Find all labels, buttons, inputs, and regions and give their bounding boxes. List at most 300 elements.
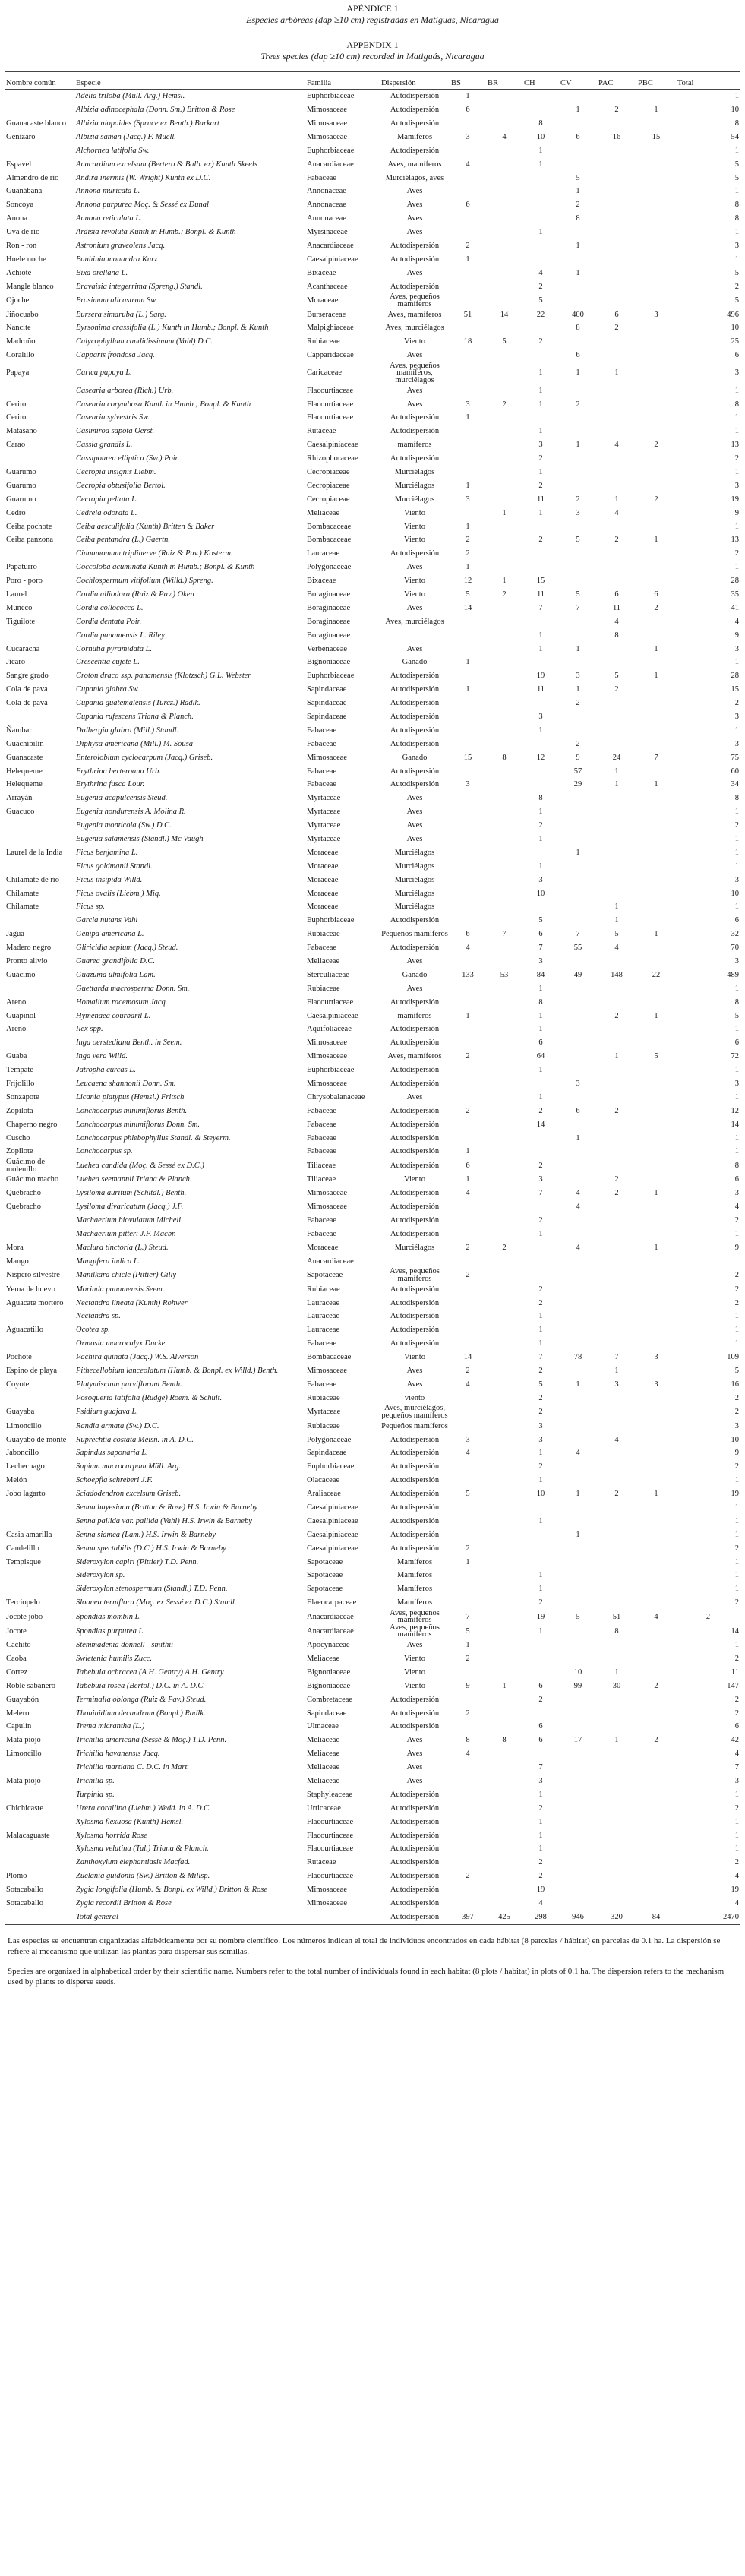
common-name-cell: Melón [6,1476,27,1485]
br-cell [486,90,522,103]
column-header-species: Especie [74,72,305,90]
family-cell: Fabaceae [307,766,337,776]
family-cell: Fabaceae [307,1133,337,1143]
pac-cell [597,267,636,280]
pbc-cell: 3 [654,310,658,319]
total-cell: 5 [734,268,739,277]
pac-cell [597,1145,636,1158]
bs-cell: 5 [466,1490,470,1499]
br-cell [486,615,522,629]
species-cell: Xylosma flexuosa (Kunth) Hemsl. [76,1817,184,1826]
species-cell: Diphysa americana (Mill.) M. Sousa [76,739,193,748]
family-cell: Fabaceae [307,1147,337,1156]
family-cell: Rubiaceae [307,1421,340,1430]
cv-cell [559,792,597,805]
table-row [5,1255,740,1269]
ch-cell: 1 [538,861,543,871]
species-cell: Cecropia obtusifolia Bertol. [76,481,166,490]
br-cell [486,280,522,293]
pbc-cell [636,479,676,493]
pbc-cell [636,683,676,697]
common-name-cell: Cortez [6,1667,27,1677]
pac-cell [597,90,636,103]
table-row [5,267,740,280]
table-row [5,506,740,520]
table-row [5,1639,740,1652]
cv-cell: 1 [576,1490,580,1499]
family-cell: Lauraceae [307,1298,340,1307]
bs-cell [450,1228,486,1241]
common-name-cell [5,1228,74,1241]
pac-cell [597,1515,636,1528]
cv-cell [559,479,597,493]
total-cell: 60 [731,766,739,776]
dispersion-cell: Murciélagos [394,875,435,884]
species-cell: Annona muricata L. [76,187,140,196]
cv-cell: 1 [576,1133,580,1143]
common-name-cell: Coralillo [6,351,35,360]
ch-cell [522,198,559,212]
br-cell [486,561,522,574]
cv-cell [559,1856,597,1870]
pac-cell: 1 [614,766,619,776]
br-cell [486,466,522,479]
ch-cell: 2 [538,481,543,490]
br-cell [486,1897,522,1911]
pac-cell [597,1036,636,1050]
ch-cell: 19 [536,1885,545,1895]
ch-cell [522,738,559,751]
bs-cell [450,1515,486,1528]
pbc-cell [636,1337,676,1351]
common-name-cell: Papaturro [6,563,37,572]
br-cell [486,1009,522,1022]
br-cell: 1 [502,1681,507,1690]
table-row [5,1842,740,1856]
table-row [5,1652,740,1666]
table-row [5,1145,740,1158]
pbc-cell: 22 [652,970,661,979]
pbc-cell [636,738,676,751]
br-cell [486,1856,522,1870]
ch-cell: 10 [536,132,545,141]
total-cell: 4 [734,1749,739,1759]
species-cell: Spondias mombin L. [76,1612,142,1621]
ch-cell: 2 [538,1408,543,1417]
total-cell: 3 [734,481,739,490]
family-cell: Annonaceae [307,187,346,196]
cv-cell [559,425,597,438]
ch-cell: 298 [522,1911,559,1924]
table-row [5,1036,740,1050]
ch-cell: 10 [536,1490,545,1499]
dispersion-cell: Autodispersión [390,1189,440,1198]
common-name-cell: Tiguilote [6,617,36,626]
br-cell [486,438,522,452]
table-body [5,90,740,1925]
ch-cell: 1 [538,228,543,237]
total-cell: 1 [734,1025,739,1034]
pbc-cell [636,1036,676,1050]
br-cell [486,1077,522,1091]
common-name-cell: Guaba [6,1052,27,1061]
br-cell [486,212,522,226]
pac-cell [597,1022,636,1036]
pac-cell [597,1828,636,1842]
pac-cell [597,349,636,362]
bs-cell: 1 [466,1175,470,1184]
pac-cell [597,887,636,900]
pbc-cell [636,561,676,574]
dispersion-cell: Autodispersión [390,1229,440,1238]
br-cell [486,1569,522,1582]
ch-cell: 10 [536,889,545,898]
bs-cell: 2 [466,536,470,545]
family-cell: Sapotaceae [307,1585,343,1594]
pbc-cell [636,615,676,629]
common-name-cell: Jobo lagarto [6,1490,46,1499]
br-cell: 4 [502,132,507,141]
species-table [5,71,740,1925]
bs-cell [450,1064,486,1077]
cv-cell: 8 [576,214,580,223]
column-header-cv: CV [559,72,597,90]
bs-cell [450,1022,486,1036]
table-row [5,1419,740,1433]
table-row [5,547,740,561]
pbc-cell [636,1802,676,1816]
pbc-cell [636,724,676,738]
table-row [5,308,740,321]
bs-cell: 2 [466,241,470,250]
ch-cell [522,697,559,710]
common-name-cell: Helequeme [6,766,43,776]
ch-cell [522,846,559,860]
common-name-cell: Laurel [6,589,27,599]
total-cell: 2 [734,1654,739,1663]
species-cell: Garcia nutans Vahl [76,916,138,925]
pac-cell: 1 [614,916,619,925]
species-cell: Inga vera Willd. [76,1052,128,1061]
common-name-cell: Soncoya [6,201,34,210]
cv-cell: 4 [576,1449,580,1458]
ch-cell: 8 [538,794,543,803]
dispersion-cell: Pequeños mamíferos [381,1421,448,1430]
pac-cell [597,1802,636,1816]
cv-cell [559,1541,597,1555]
dispersion-cell: Aves [406,563,423,572]
bs-cell [450,144,486,158]
bs-cell [450,321,486,335]
br-cell [486,1528,522,1542]
family-cell: Caesalpiniaceae [307,1544,358,1553]
pbc-cell [636,1200,676,1214]
pbc-cell: 6 [654,589,658,599]
species-cell: Ormosia macrocalyx Ducke [76,1339,166,1348]
dispersion-cell: Autodispersión [390,427,440,436]
species-cell: Homalium racemosum Jacq. [76,997,168,1007]
ch-cell: 2 [538,282,543,291]
bs-cell [450,1528,486,1542]
table-row [5,1802,740,1816]
br-cell [486,1268,522,1282]
pbc-cell [636,466,676,479]
pac-cell [597,1788,636,1802]
bs-cell [450,1828,486,1842]
pac-cell: 2 [614,1189,619,1198]
pbc-cell [636,1870,676,1883]
ch-cell: 1 [538,400,543,409]
total-cell: 19 [731,1490,739,1499]
total-cell: 8 [734,997,739,1007]
pbc-cell [636,1883,676,1897]
family-cell: Fabaceae [307,1120,337,1129]
pbc-cell: 1 [654,1011,658,1020]
total-cell: 3 [734,368,739,378]
species-cell: Morinda panamensis Seem. [76,1285,165,1294]
br-cell: 2 [502,1243,507,1252]
bs-cell [450,1460,486,1474]
bs-cell [450,914,486,928]
total-cell: 1 [734,902,739,912]
species-cell: Enterolobium cyclocarpum (Jacq.) Griseb. [76,753,213,762]
bs-cell: 51 [463,310,472,319]
pbc-cell [636,411,676,425]
ch-cell: 1 [538,725,543,735]
table-row [5,171,740,185]
table-row [5,212,740,226]
ch-cell: 6 [538,1736,543,1745]
cv-cell [559,1145,597,1158]
species-cell: Terminalia oblonga (Ruiz & Pav.) Steud. [76,1695,207,1704]
species-cell: Cordia alliodora (Ruiz & Pav.) Oken [76,589,194,599]
dispersion-cell: Viento [404,1353,425,1362]
common-name-cell: Muñeco [6,603,33,612]
dispersion-cell: Autodispersión [390,1312,440,1321]
ch-cell [522,615,559,629]
br-cell: 8 [502,1736,507,1745]
total-cell: 1 [734,1516,739,1525]
common-name-cell: Nancite [6,324,31,333]
species-cell: Dalbergia glabra (Mill.) Standl. [76,725,179,735]
bs-cell [450,1897,486,1911]
family-cell: Fabaceae [307,780,337,789]
br-cell [486,349,522,362]
bs-cell [450,1255,486,1269]
table-row [5,1582,740,1596]
cv-cell: 2 [576,739,580,748]
cv-cell: 1 [576,187,580,196]
total-cell: 6 [734,1038,739,1048]
species-cell: Lonchocarpus phlebophyllus Standl. & Steyerm. [76,1133,231,1143]
dispersion-cell: Autodispersión [390,1462,440,1471]
br-cell [486,103,522,117]
pbc-cell [636,1228,676,1241]
family-cell: Myrtaceae [307,835,341,843]
appendix-titles [5,0,740,62]
total-cell: 4 [734,617,739,626]
bs-cell [450,362,486,384]
cv-cell: 78 [573,1353,582,1362]
dispersion-cell: Mamíferos [396,1571,433,1580]
total-cell: 1 [734,1133,739,1143]
pbc-cell [636,384,676,397]
pbc-cell [636,1296,676,1310]
bs-cell [450,1582,486,1596]
cv-cell [559,1296,597,1310]
bs-cell: 3 [466,132,470,141]
bs-cell [450,1815,486,1828]
bs-cell: 1 [466,92,470,101]
bs-cell: 1 [466,1557,470,1566]
family-cell: Combretaceae [307,1695,353,1704]
pac-cell: 51 [612,1612,621,1621]
ch-cell [522,1747,559,1761]
table-row [5,914,740,928]
bs-cell: 1 [466,522,470,531]
bs-cell: 6 [466,930,470,939]
total-cell: 3 [734,712,739,721]
dispersion-cell: Autodispersión [390,766,440,776]
species-cell: Sloanea terniflora (Moç. ex Sessé ex D.C.) Standl. [76,1598,237,1607]
br-cell [486,1652,522,1666]
bs-cell [450,1569,486,1582]
pac-cell [597,452,636,466]
dispersion-cell: Aves, pequeños mamíferos [390,1623,440,1639]
dispersion-cell: Autodispersión [390,672,440,681]
cv-cell [559,520,597,533]
total-cell: 1 [734,254,739,264]
species-cell: Cecropia insignis Liebm. [76,467,156,476]
dispersion-cell: Murciélagos [394,1243,435,1252]
pac-cell [597,425,636,438]
br-cell [486,900,522,914]
table-row [5,982,740,996]
pbc-cell [636,1501,676,1515]
ch-cell [522,1131,559,1145]
pbc-cell [636,397,676,411]
total-cell: 2 [706,1612,711,1621]
bs-cell [450,1392,486,1405]
common-name-cell: Cuscho [6,1133,30,1143]
table-row [5,1077,740,1091]
family-cell: Flacourtiaceae [307,997,354,1007]
family-cell: Anacardiaceae [307,1612,354,1621]
cv-cell [559,384,597,397]
table-row [5,1460,740,1474]
pbc-cell [636,506,676,520]
ch-cell: 3 [538,712,543,721]
family-cell: Caesalpiniaceae [307,441,358,450]
dispersion-cell: Aves, mamíferos [387,310,442,319]
ch-cell [522,764,559,778]
total-cell: 3 [734,739,739,748]
table-row [5,764,740,778]
pbc-cell [636,574,676,588]
pac-cell [597,1158,636,1173]
pac-cell [597,574,636,588]
br-cell [486,1883,522,1897]
pbc-cell [636,1405,676,1419]
common-name-cell: Guanábana [6,187,43,196]
bs-cell: 4 [466,1189,470,1198]
total-cell: 1 [734,848,739,857]
bs-cell [450,873,486,887]
cv-cell [559,1802,597,1816]
pbc-cell: 7 [654,753,658,762]
cv-cell [559,724,597,738]
dispersion-cell: Autodispersión [390,1161,440,1170]
total-cell: 489 [727,970,739,979]
total-cell: 3 [734,1189,739,1198]
bs-cell [450,171,486,185]
dispersion-cell: Viento [404,589,425,599]
cv-cell [559,1323,597,1337]
pac-cell [597,1474,636,1487]
family-cell: Sapotaceae [307,1571,343,1580]
ch-cell [522,778,559,792]
species-cell: Bravaisia integerrima (Spreng.) Standl. [76,282,203,291]
br-cell [486,1323,522,1337]
cv-cell [559,1693,597,1706]
table-row [5,533,740,547]
table-row [5,321,740,335]
total-cell: 4 [734,1203,739,1212]
family-cell: Meliaceae [307,957,340,966]
pac-cell [597,1555,636,1569]
common-name-cell: Yema de huevo [6,1285,55,1294]
total-cell: 1 [734,1229,739,1238]
br-cell [486,1118,522,1132]
cv-cell [559,982,597,996]
cv-cell: 4 [576,1203,580,1212]
table-row [5,1351,740,1364]
family-cell: Ulmaceae [307,1722,339,1731]
pbc-cell: 2 [654,441,658,450]
bs-cell [450,900,486,914]
family-cell: Lauraceae [307,1326,340,1335]
bs-cell: 14 [463,603,472,612]
pbc-cell [636,157,676,171]
bs-cell [450,117,486,131]
table-row [5,1433,740,1446]
br-cell [486,1214,522,1228]
bs-cell [450,860,486,874]
dispersion-cell: Murciélagos [394,861,435,871]
table-row [5,615,740,629]
total-cell: 1 [734,563,739,572]
cv-cell [559,860,597,874]
ch-cell: 22 [536,310,545,319]
table-row [5,710,740,724]
bs-cell: 2 [466,1544,470,1553]
pac-cell [597,1815,636,1828]
cv-cell [559,253,597,267]
table-row [5,602,740,615]
family-cell: Bignoniaceae [307,1681,351,1690]
pac-cell: 1 [614,1052,619,1061]
total-cell: 5 [734,160,739,169]
pbc-cell: 15 [652,132,661,141]
family-cell: Caesalpiniaceae [307,1503,358,1512]
pbc-cell [636,1842,676,1856]
table-row [5,846,740,860]
ch-cell [522,1268,559,1282]
species-cell: Spondias purpurea L. [76,1626,145,1636]
cv-cell [559,1268,597,1282]
br-cell [486,1446,522,1460]
dispersion-cell: Autodispersión [390,712,440,721]
